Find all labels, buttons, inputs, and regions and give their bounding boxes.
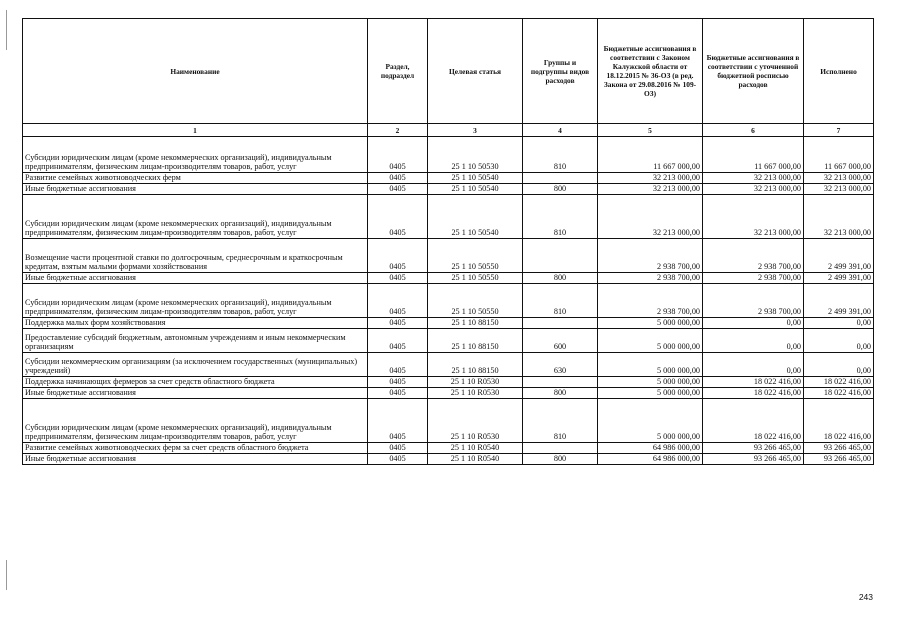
row-executed: 93 266 465,00 [804, 454, 874, 465]
row-assign-law: 2 938 700,00 [598, 239, 703, 273]
row-name: Субсидии юридическим лицам (кроме некоммерческих организаций), индивидуальным предпринимателям, физическим лицам-производителям товаров, работ, услуг [23, 137, 368, 173]
row-assign-law: 5 000 000,00 [598, 377, 703, 388]
row-assign-updated: 11 667 000,00 [703, 137, 804, 173]
row-section: 0405 [368, 284, 428, 318]
row-assign-updated: 0,00 [703, 318, 804, 329]
row-expense-group: 600 [523, 329, 598, 353]
row-expense-group: 800 [523, 454, 598, 465]
row-assign-law: 32 213 000,00 [598, 195, 703, 239]
row-expense-group [523, 377, 598, 388]
row-section: 0405 [368, 329, 428, 353]
row-target-code: 25 1 10 88150 [428, 318, 523, 329]
row-expense-group [523, 173, 598, 184]
row-assign-law: 5 000 000,00 [598, 353, 703, 377]
row-assign-law: 64 986 000,00 [598, 454, 703, 465]
row-assign-updated: 18 022 416,00 [703, 388, 804, 399]
row-expense-group [523, 239, 598, 273]
row-section: 0405 [368, 454, 428, 465]
row-target-code: 25 1 10 R0530 [428, 399, 523, 443]
column-number: 6 [703, 124, 804, 137]
row-expense-group: 800 [523, 273, 598, 284]
row-assign-law: 11 667 000,00 [598, 137, 703, 173]
row-target-code: 25 1 10 50550 [428, 273, 523, 284]
header-row [23, 19, 874, 124]
row-executed: 2 499 391,00 [804, 273, 874, 284]
row-assign-law: 2 938 700,00 [598, 273, 703, 284]
row-name: Субсидии юридическим лицам (кроме некоммерческих организаций), индивидуальным предпринимателям, физическим лицам-производителям товаров, работ, услуг [23, 399, 368, 443]
table-row [23, 388, 874, 399]
row-executed: 32 213 000,00 [804, 184, 874, 195]
row-assign-law: 32 213 000,00 [598, 184, 703, 195]
row-executed: 32 213 000,00 [804, 195, 874, 239]
row-target-code: 25 1 10 88150 [428, 329, 523, 353]
table-row [23, 195, 874, 239]
row-name: Возмещение части процентной ставки по долгосрочным, среднесрочным и краткосрочным кредитам, взятым малыми формами хозяйствования [23, 239, 368, 273]
row-expense-group: 810 [523, 195, 598, 239]
row-executed: 2 499 391,00 [804, 239, 874, 273]
page-number: 243 [858, 592, 873, 602]
table-row [23, 399, 874, 443]
row-expense-group: 810 [523, 137, 598, 173]
row-assign-law: 2 938 700,00 [598, 284, 703, 318]
row-expense-group [523, 443, 598, 454]
row-name: Поддержка начинающих фермеров за счет средств областного бюджета [23, 377, 368, 388]
row-expense-group: 810 [523, 284, 598, 318]
row-executed: 18 022 416,00 [804, 377, 874, 388]
row-section: 0405 [368, 318, 428, 329]
row-name: Субсидии юридическим лицам (кроме некоммерческих организаций), индивидуальным предпринимателям, физическим лицам-производителям товаров, работ, услуг [23, 284, 368, 318]
table-row [23, 353, 874, 377]
row-section: 0405 [368, 195, 428, 239]
row-section: 0405 [368, 388, 428, 399]
row-section: 0405 [368, 399, 428, 443]
row-name: Иные бюджетные ассигнования [23, 184, 368, 195]
row-assign-updated: 2 938 700,00 [703, 239, 804, 273]
table-row [23, 137, 874, 173]
row-assign-law: 5 000 000,00 [598, 318, 703, 329]
header-executed: Исполнено [804, 19, 874, 124]
row-executed: 18 022 416,00 [804, 399, 874, 443]
row-section: 0405 [368, 273, 428, 284]
column-number: 2 [368, 124, 428, 137]
header-name: Наименование [23, 19, 368, 124]
header-assign-law: Бюджетные ассигнования в соответствии с Законом Калужской области от 18.12.2015 № 36-ОЗ (в ред. Закона от 29.08.2016 № 109-ОЗ) [598, 19, 703, 124]
row-section: 0405 [368, 184, 428, 195]
row-target-code: 25 1 10 50540 [428, 173, 523, 184]
row-target-code: 25 1 10 50540 [428, 184, 523, 195]
row-target-code: 25 1 10 R0540 [428, 454, 523, 465]
row-target-code: 25 1 10 88150 [428, 353, 523, 377]
column-number: 4 [523, 124, 598, 137]
row-assign-law: 5 000 000,00 [598, 399, 703, 443]
row-expense-group: 630 [523, 353, 598, 377]
row-name: Субсидии некоммерческим организациям (за исключением государственных (муниципальных) учреждений) [23, 353, 368, 377]
row-assign-law: 32 213 000,00 [598, 173, 703, 184]
row-executed: 0,00 [804, 353, 874, 377]
column-number: 5 [598, 124, 703, 137]
column-number: 3 [428, 124, 523, 137]
table-row [23, 239, 874, 273]
header-target: Целевая статья [428, 19, 523, 124]
header-section: Раздел, подраздел [368, 19, 428, 124]
row-target-code: 25 1 10 50540 [428, 195, 523, 239]
row-name: Развитие семейных животноводческих ферм [23, 173, 368, 184]
budget-table [22, 18, 874, 465]
row-target-code: 25 1 10 50530 [428, 137, 523, 173]
table-row [23, 184, 874, 195]
row-assign-law: 5 000 000,00 [598, 329, 703, 353]
row-section: 0405 [368, 377, 428, 388]
row-assign-updated: 2 938 700,00 [703, 273, 804, 284]
row-assign-updated: 0,00 [703, 329, 804, 353]
row-name: Поддержка малых форм хозяйствования [23, 318, 368, 329]
row-assign-updated: 2 938 700,00 [703, 284, 804, 318]
row-section: 0405 [368, 443, 428, 454]
row-name: Предоставление субсидий бюджетным, автономным учреждениям и иным некоммерческим организациям [23, 329, 368, 353]
row-assign-law: 64 986 000,00 [598, 443, 703, 454]
row-expense-group: 800 [523, 184, 598, 195]
row-assign-updated: 32 213 000,00 [703, 184, 804, 195]
table-row [23, 443, 874, 454]
row-executed: 2 499 391,00 [804, 284, 874, 318]
row-expense-group [523, 318, 598, 329]
table-row [23, 377, 874, 388]
table-row [23, 329, 874, 353]
row-name: Развитие семейных животноводческих ферм за счет средств областного бюджета [23, 443, 368, 454]
row-name: Иные бюджетные ассигнования [23, 454, 368, 465]
table-row [23, 173, 874, 184]
row-executed: 18 022 416,00 [804, 388, 874, 399]
scan-edge-mark [6, 10, 7, 50]
row-name: Субсидии юридическим лицам (кроме некоммерческих организаций), индивидуальным предпринимателям, физическим лицам-производителям товаров, работ, услуг [23, 195, 368, 239]
table-row [23, 318, 874, 329]
row-assign-updated: 18 022 416,00 [703, 377, 804, 388]
table-row [23, 284, 874, 318]
row-assign-law: 5 000 000,00 [598, 388, 703, 399]
row-section: 0405 [368, 239, 428, 273]
row-assign-updated: 93 266 465,00 [703, 443, 804, 454]
row-executed: 0,00 [804, 329, 874, 353]
scan-edge-mark [6, 560, 7, 590]
row-name: Иные бюджетные ассигнования [23, 273, 368, 284]
row-assign-updated: 32 213 000,00 [703, 195, 804, 239]
row-expense-group: 810 [523, 399, 598, 443]
table-row [23, 454, 874, 465]
row-assign-updated: 0,00 [703, 353, 804, 377]
column-number: 7 [804, 124, 874, 137]
row-expense-group: 800 [523, 388, 598, 399]
row-executed: 0,00 [804, 318, 874, 329]
row-target-code: 25 1 10 50550 [428, 284, 523, 318]
row-executed: 93 266 465,00 [804, 443, 874, 454]
row-section: 0405 [368, 137, 428, 173]
row-target-code: 25 1 10 R0530 [428, 377, 523, 388]
row-target-code: 25 1 10 R0540 [428, 443, 523, 454]
row-executed: 32 213 000,00 [804, 173, 874, 184]
column-number: 1 [23, 124, 368, 137]
row-target-code: 25 1 10 50550 [428, 239, 523, 273]
row-executed: 11 667 000,00 [804, 137, 874, 173]
table-body [23, 137, 874, 465]
row-name: Иные бюджетные ассигнования [23, 388, 368, 399]
row-section: 0405 [368, 173, 428, 184]
row-assign-updated: 32 213 000,00 [703, 173, 804, 184]
table-row [23, 273, 874, 284]
row-section: 0405 [368, 353, 428, 377]
header-groups: Группы и подгруппы видов расходов [523, 19, 598, 124]
row-assign-updated: 18 022 416,00 [703, 399, 804, 443]
row-assign-updated: 93 266 465,00 [703, 454, 804, 465]
header-assign-updated: Бюджетные ассигнования в соответствии с уточненной бюджетной росписью расходов [703, 19, 804, 124]
row-target-code: 25 1 10 R0530 [428, 388, 523, 399]
column-number-row [23, 124, 874, 137]
